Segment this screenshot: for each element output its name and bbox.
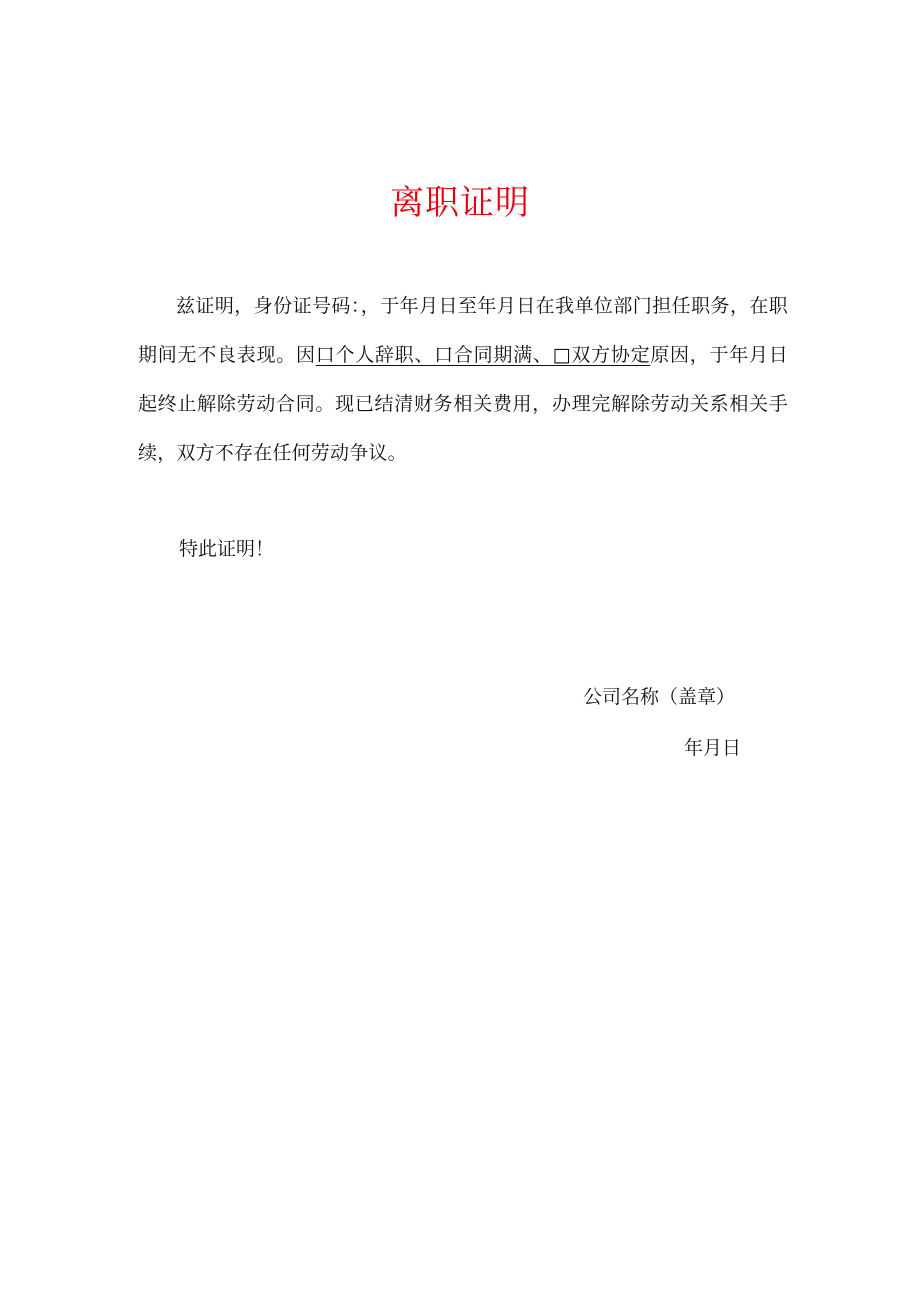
document-title: 离职证明 [390,183,530,223]
reason-options: 口个人辞职、口合同期满、□双方协定 [315,344,651,366]
certificate-body [138,282,788,478]
closing-statement: 特此证明！ [179,538,275,560]
body-text-part1: 兹证明，身份证号码：，于年月日至年月日在我单位部门担任职务，在职期间无不良表现。因 [138,295,788,366]
body-text-part2: 原因，于年月日起终止解除劳动合同。现已结清财务相关费用，办理完解除劳动关系相关手续，双方不存在任何劳动争议。 [138,344,788,464]
company-signature: 公司名称（盖章） [583,686,736,708]
signature-date: 年月日 [684,737,742,759]
